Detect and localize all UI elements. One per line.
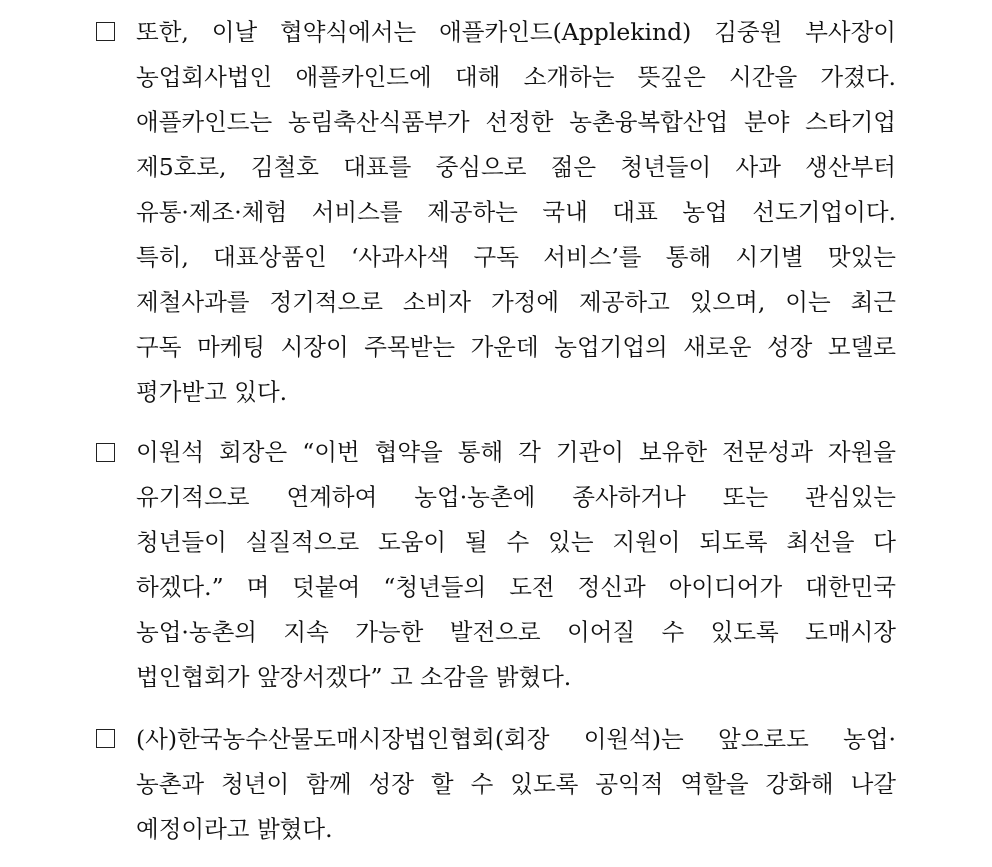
checkbox-bullet-icon <box>96 729 115 748</box>
text-line: 농업·농촌의 지속 가능한 발전으로 이어질 수 있도록 도매시장 <box>136 618 896 646</box>
text-line: 제철사과를 정기적으로 소비자 가정에 제공하고 있으며, 이는 최근 <box>136 288 896 316</box>
text-line: 또한, 이날 협약식에서는 애플카인드(Applekind) 김중원 부사장이 <box>136 18 896 46</box>
checkbox-bullet-icon <box>96 22 115 41</box>
text-line: 농업회사법인 애플카인드에 대해 소개하는 뜻깊은 시간을 가졌다. <box>136 63 896 91</box>
checkbox-bullet-icon <box>96 443 115 462</box>
text-line: 하겠다.” 며 덧붙여 “청년들의 도전 정신과 아이디어가 대한민국 <box>136 573 896 601</box>
text-line: 이원석 회장은 “이번 협약을 통해 각 기관이 보유한 전문성과 자원을 <box>136 438 896 466</box>
text-line: 애플카인드는 농림축산식품부가 선정한 농촌융복합산업 분야 스타기업 <box>136 108 896 136</box>
text-line: 예정이라고 밝혔다. <box>136 815 333 843</box>
text-line: 특히, 대표상품인 ‘사과사색 구독 서비스’를 통해 시기별 맛있는 <box>136 243 896 271</box>
text-line: (사)한국농수산물도매시장법인협회(회장 이원석)는 앞으로도 농업· <box>136 725 896 753</box>
text-line: 농촌과 청년이 함께 성장 할 수 있도록 공익적 역할을 강화해 나갈 <box>136 770 896 798</box>
text-line: 법인협회가 앞장서겠다” 고 소감을 밝혔다. <box>136 663 572 691</box>
text-line: 유기적으로 연계하여 농업·농촌에 종사하거나 또는 관심있는 <box>136 483 896 511</box>
text-line: 평가받고 있다. <box>136 378 288 406</box>
text-line: 구독 마케팅 시장이 주목받는 가운데 농업기업의 새로운 성장 모델로 <box>136 333 896 361</box>
text-line: 제5호로, 김철호 대표를 중심으로 젊은 청년들이 사과 생산부터 <box>136 153 896 181</box>
text-line: 유통·제조·체험 서비스를 제공하는 국내 대표 농업 선도기업이다. <box>136 198 896 226</box>
text-line: 청년들이 실질적으로 도움이 될 수 있는 지원이 되도록 최선을 다 <box>136 528 896 556</box>
